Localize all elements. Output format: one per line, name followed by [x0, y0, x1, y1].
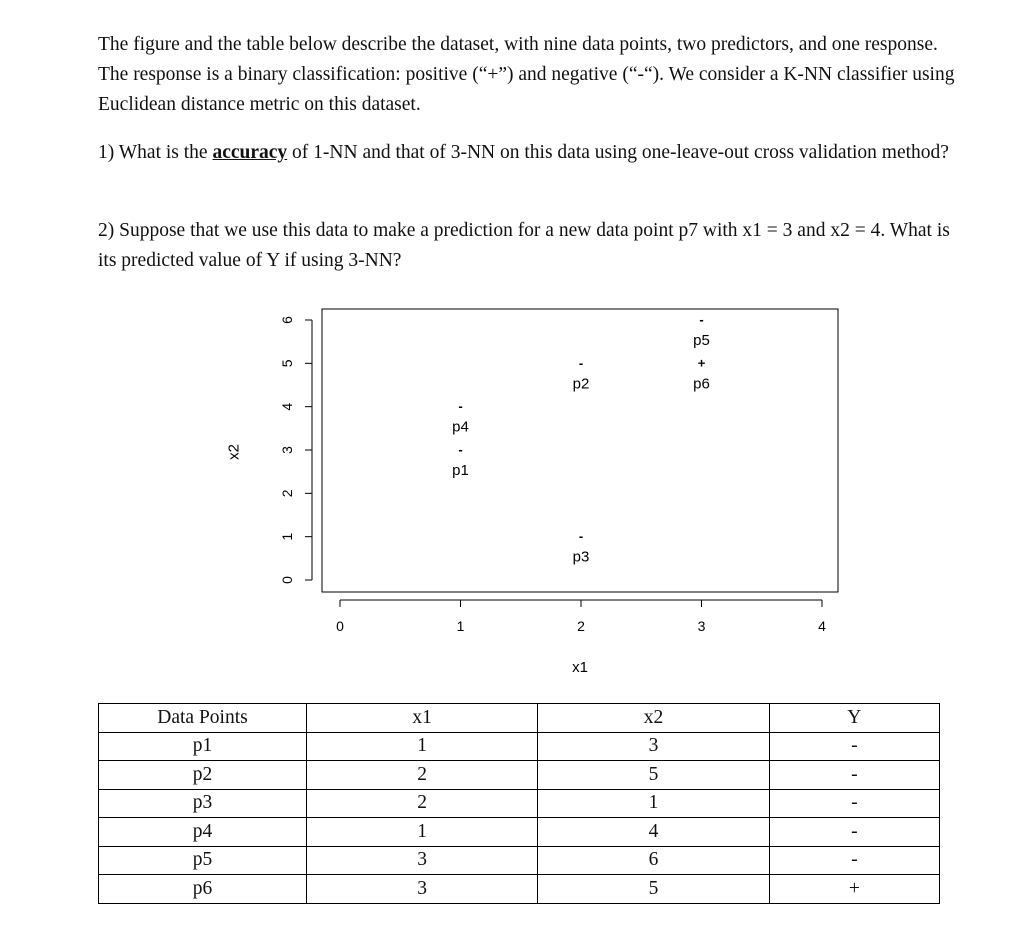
table-header — [99, 704, 940, 733]
point-marker: - — [458, 442, 463, 457]
table-cell: - — [769, 732, 939, 761]
x-axis-label: x1 — [572, 659, 588, 676]
point-label: p4 — [452, 418, 469, 436]
table-cell: - — [769, 818, 939, 847]
table-row — [99, 732, 940, 761]
table-cell: p3 — [99, 789, 307, 818]
table-cell: 5 — [538, 875, 769, 904]
point-marker: + — [697, 355, 706, 371]
column-header: x2 — [538, 704, 769, 733]
table-cell: - — [769, 761, 939, 790]
point-label: p2 — [572, 375, 590, 393]
x-tick-label: 4 — [818, 618, 826, 634]
table-row — [99, 846, 940, 875]
x-tick-label: 1 — [456, 618, 465, 634]
column-header: Data Points — [99, 704, 307, 733]
table-cell: 2 — [307, 761, 538, 790]
table-cell: 4 — [538, 818, 769, 847]
y-tick-label: 4 — [279, 402, 295, 411]
y-tick-label: 1 — [279, 532, 295, 541]
point-marker: - — [578, 355, 584, 371]
table-cell: 3 — [307, 846, 538, 875]
table-body — [99, 732, 940, 903]
y-tick-label: 0 — [279, 576, 295, 584]
point-label: p3 — [572, 548, 590, 566]
table-cell: 5 — [538, 761, 769, 790]
table-header-row — [99, 704, 940, 733]
table-cell: 2 — [307, 789, 538, 818]
y-tick-label: 2 — [279, 489, 295, 498]
x-tick-label: 2 — [577, 618, 585, 634]
table-cell: + — [769, 875, 939, 904]
question-1-prefix: 1) What is the — [98, 142, 213, 163]
table-cell: 1 — [307, 732, 538, 761]
x-tick-label: 0 — [336, 618, 344, 634]
table-row — [99, 789, 940, 818]
table-cell: - — [769, 846, 939, 875]
data-table — [98, 703, 940, 904]
table-cell: - — [769, 789, 939, 818]
table-cell: p1 — [99, 732, 307, 761]
table-cell: p4 — [99, 818, 307, 847]
question-2: 2) Suppose that we use this data to make a prediction for a new data point p7 with x1 = 3 and x2 = 4. What is its predicted value of Y if using 3-NN? — [98, 220, 950, 271]
point-label: p6 — [693, 375, 710, 393]
table-row — [99, 761, 940, 790]
point-label: p1 — [452, 462, 469, 479]
table-row — [99, 875, 940, 904]
table-cell: 3 — [538, 732, 769, 761]
y-tick-label: 6 — [279, 316, 295, 324]
question-1 — [98, 138, 968, 168]
question-1-accent: accuracy — [212, 142, 288, 163]
table-cell: p6 — [99, 875, 307, 904]
point-marker: - — [578, 528, 584, 544]
x-tick-label: 3 — [697, 618, 706, 634]
table-row — [99, 818, 940, 847]
table-cell: 1 — [538, 789, 769, 818]
plot-frame — [322, 309, 838, 592]
table-cell: p2 — [99, 761, 307, 790]
table-cell: 6 — [538, 846, 769, 875]
column-header: Y — [769, 704, 939, 733]
y-tick-label: 3 — [279, 446, 295, 454]
column-header: x1 — [307, 704, 538, 733]
y-axis-label: x2 — [225, 444, 243, 460]
question-1-suffix: of 1-NN and that of 3-NN on this data using one-leave-out cross validation method? — [287, 142, 949, 163]
table-cell: 1 — [307, 818, 538, 847]
y-tick-label: 5 — [279, 359, 295, 368]
table-cell: 3 — [307, 875, 538, 904]
point-marker: - — [699, 312, 704, 327]
intro-paragraph: The figure and the table below describe the dataset, with nine data points, two predictors, and one response. The response is a binary classification: positive (“+”) and negative (“-“). We consider a K-NN classifier using Euclidean distance metric on this dataset. — [98, 34, 955, 115]
point-label: p5 — [693, 332, 710, 349]
point-marker: - — [458, 398, 463, 414]
table-cell: p5 — [99, 846, 307, 875]
